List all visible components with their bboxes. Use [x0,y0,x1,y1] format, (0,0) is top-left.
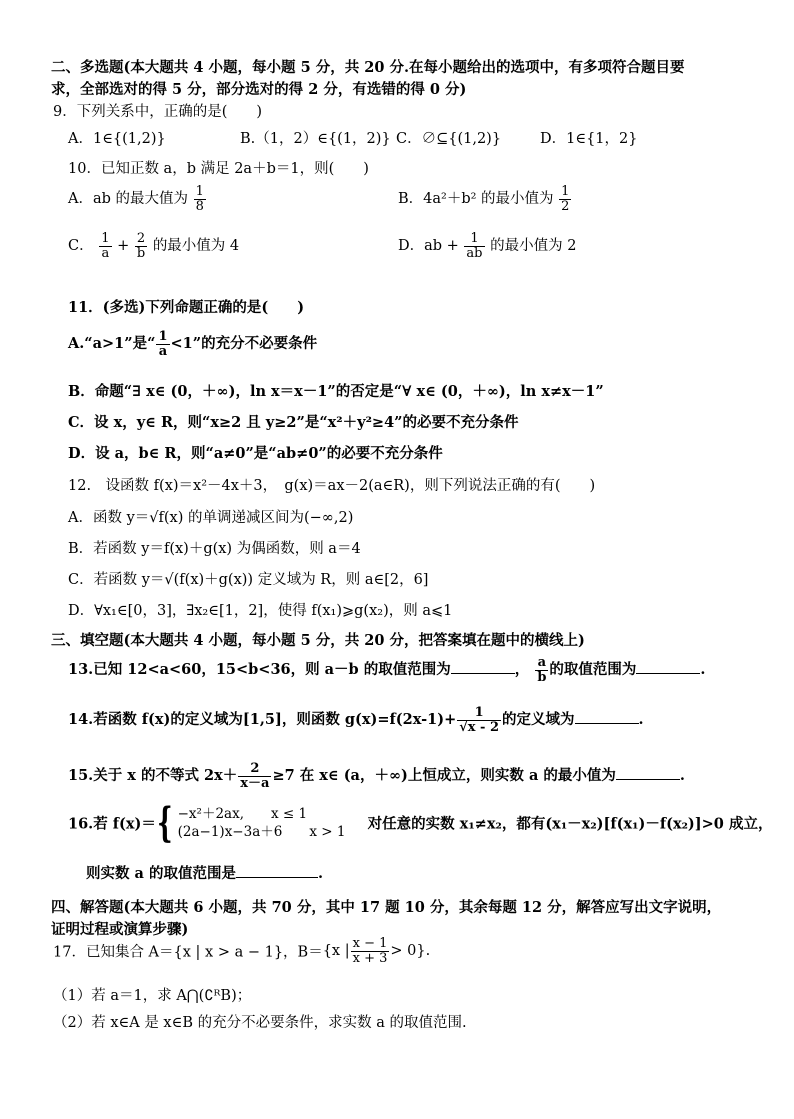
q12-stem: 12. 设函数 f(x)＝x²－4x＋3， g(x)＝ax－2(a∈R)，则下列说法正确的有( ) [68,478,596,494]
q10-option-a: A．ab 的最大值为 $\frac{1}{8}$ [68,184,204,214]
q10-option-c: C． $\frac{1}{a}$ + $\frac{2}{b}$ 的最小值为 4 [68,231,240,261]
answer-blank[interactable] [616,767,680,780]
q11-stem: 11．(多选)下列命题正确的是( ) [68,299,305,316]
answer-blank[interactable] [575,711,639,724]
section2-header-line2: 求，全部选对的得 5 分，部分选对的得 2 分，有选错的得 0 分) [51,81,467,98]
q11-option-c: C．设 x，y∈ R，则“x≥2 且 y≥2”是“x²＋y²≥4”的必要不充分条件 [68,414,519,431]
answer-blank[interactable] [451,661,515,674]
q12-option-b: B．若函数 y＝f(x)＋g(x) 为偶函数，则 a＝4 [68,541,361,557]
fraction: $\frac{1}{√x - 2}$ [459,705,500,735]
q12-option-c: C．若函数 y＝√(f(x)＋g(x)) 定义域为 R，则 a∈[2，6] [68,572,429,588]
q10-option-d: D．ab + $\frac{1}{ab}$ 的最小值为 2 [398,231,577,261]
q12-option-d: D．∀x₁∈[0，3]，∃x₂∈[1，2]，使得 f(x₁)⩾g(x₂)，则 a⩽1 [68,603,453,619]
fraction: $\frac{1}{2}$ [561,184,570,214]
fraction: $\frac{x - 1}{x + 3}$ [352,936,388,966]
q9-option-d: D．1∈{1，2} [540,131,638,147]
q9-option-a: A．1∈{(1,2)} [68,131,166,147]
q16-line2: 则实数 a 的取值范围是 . [86,865,324,882]
q13: 13.已知 12<a<60，15<b<36，则 a－b 的取值范围为 ， $\frac{a}{b}$ 的取值范围为 . [68,655,706,685]
fraction: $\frac{2}{x-a}$ [240,761,270,791]
q15: 15.关于 x 的不等式 2x＋ $\frac{2}{x-a}$ ≥7 在 x∈ (a，＋∞)上恒成立，则实数 a 的最小值为 . [68,761,685,791]
q17-part1: （1）若 a＝1，求 A⋂(∁ᴿB)； [53,988,252,1004]
q12-option-a: A．函数 y＝√f(x) 的单调递减区间为(−∞,2) [68,510,354,526]
q17-stem: 17．已知集合 A＝{x | x > a − 1}，B＝{x | $\frac{x - 1}{x + 3}$ > 0}. [53,936,431,966]
fraction: $\frac{1}{8}$ [195,184,204,214]
section2-header-line1: 二、多选题(本大题共 4 小题，每小题 5 分，共 20 分.在每小题给出的选项中，有多项符合题目要 [51,59,685,76]
q10-stem: 10．已知正数 a，b 满足 2a＋b＝1，则( ) [68,161,369,177]
q11-option-a: A.“a>1”是“ $\frac{1}{a}$ <1”的充分不必要条件 [68,329,318,359]
answer-blank[interactable] [636,661,700,674]
section4-header-line2: 证明过程或演算步骤) [51,921,189,938]
q17-part2: （2）若 x∈A 是 x∈B 的充分不必要条件，求实数 a 的取值范围. [53,1015,467,1031]
q16-line1: 16.若 f(x)＝{ −x²＋2ax, x ≤ 1 (2a−1)x−3a＋6 x > 1 对任意的实数 x₁≠x₂，都有(x₁－x₂)[f(x₁)－f(x₂)]>0 成立， [68,799,773,846]
q9-option-b: B.（1，2）∈{(1，2)} [240,131,391,147]
q9-option-c: C．∅⊆{(1,2)} [396,131,502,147]
fraction: $\frac{a}{b}$ [537,655,547,685]
q11-option-d: D．设 a，b∈ R，则“a≠0”是“ab≠0”的必要不充分条件 [68,445,443,462]
q11-option-b: B．命题“∃ x∈ (0，＋∞)，ln x＝x－1”的否定是“∀ x∈ (0，＋∞)，ln x≠x－1” [68,383,604,400]
q9-stem: 9．下列关系中，正确的是( ) [53,104,263,120]
fraction: $\frac{1}{ab}$ [466,231,483,261]
section4-header-line1: 四、解答题(本大题共 6 小题，共 70 分，其中 17 题 10 分，其余每题 12 分，解答应写出文字说明， [51,899,722,916]
answer-blank[interactable] [236,865,318,878]
fraction: $\frac{2}{b}$ [136,231,146,261]
fraction: $\frac{1}{a}$ [158,329,168,359]
fraction: $\frac{1}{a}$ [101,231,110,261]
section3-header: 三、填空题(本大题共 4 小题，每小题 5 分，共 20 分，把答案填在题中的横线上) [51,632,585,649]
q14: 14.若函数 f(x)的定义域为[1,5]，则函数 g(x)=f(2x-1)+ $\frac{1}{√x - 2}$ 的定义域为 . [68,705,644,735]
q10-option-b: B．4a²＋b² 的最小值为 $\frac{1}{2}$ [398,184,570,214]
